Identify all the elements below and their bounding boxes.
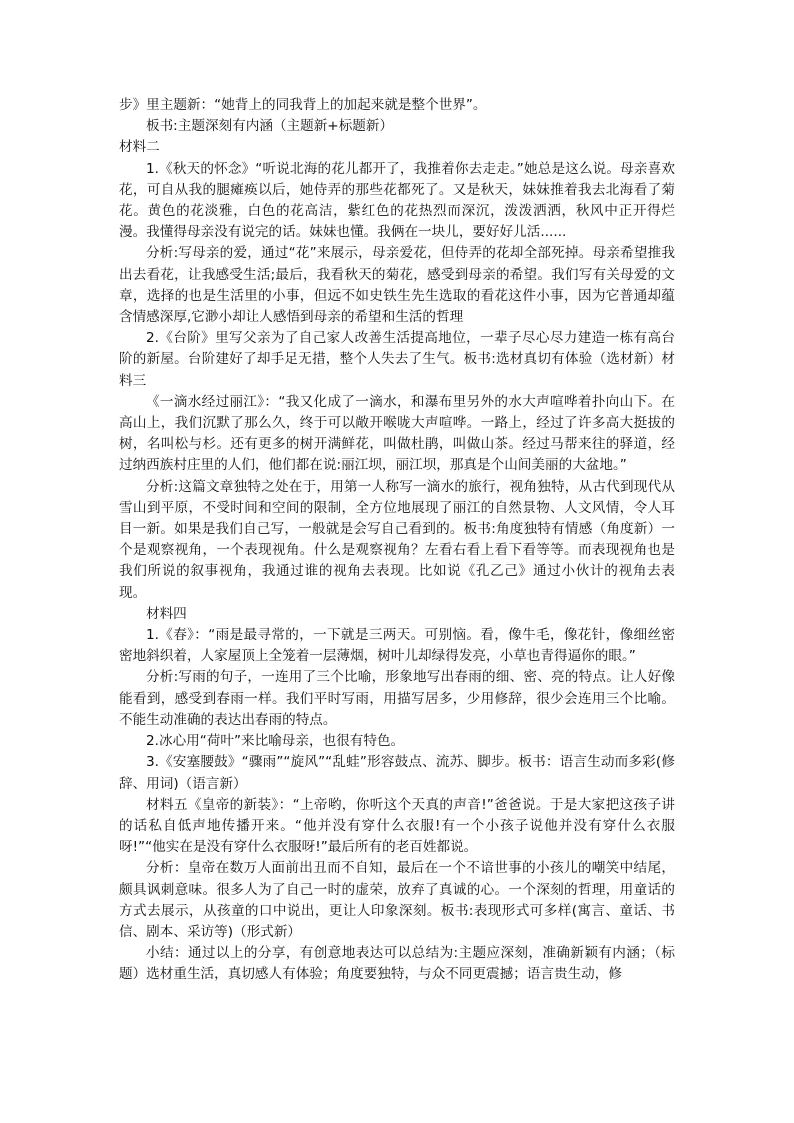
paragraph-summary: 小结：通过以上的分享，有创意地表达可以总结为:主题应深刻，准确新颖有内涵；（标题）选材重生活，真切感人有体验；角度要独特，与众不同更震撼；语言贵生动，修 <box>119 945 675 983</box>
heading-material-2: 材料二 <box>119 139 160 156</box>
paragraph-analysis-perspective: 分析:这篇文章独特之处在于，用第一人称写一滴水的旅行，视角独特，从古代到现代从雪山到平原，不受时间和空间的限制，全方位地展现了丽江的自然景物、人文风情，令人耳目一新。如果是我们自己写，一般就是会写自己看到的。板书:角度独特有情感（角度新）一个是观察视角，一个表现视角。什么是观察视角？左看右看上看下看等等。而表现视角也是我们所说的叙事视角，我通过谁的视角去表现。比如说《孔乙己》通过小伙计的视角去表现。 <box>119 478 675 601</box>
paragraph-blackboard-theme: 板书:主题深刻有内涵（主题新+标题新） <box>146 118 394 135</box>
paragraph-ansai-drum: 3.《安塞腰鼓》“骤雨”“旋风”“乱蛙”形容鼓点、流苏、脚步。板书：语言生动而多彩(修辞、用词)（语言新） <box>119 754 675 792</box>
heading-material-4: 材料四 <box>146 605 187 622</box>
paragraph-autumn-memory: 1.《秋天的怀念》“听说北海的花儿都开了，我推着你去走走。”她总是这么说。母亲喜欢花，可自从我的腿瘫痪以后，她侍弄的那些花都死了。又是秋天，妹妹推着我去北海看了菊花。黄色的花淡雅，白色的花高洁，紫红色的花热烈而深沉，泼泼洒洒，秋风中正开得烂漫。我懂得母亲没有说完的话。妹妹也懂。我俩在一块儿，要好好儿活...... <box>119 160 675 241</box>
paragraph-emperor-clothes: 材料五《皇帝的新装》：“上帝哟，你听这个天真的声音!”爸爸说。于是大家把这孩子讲的话私自低声地传播开来。“他并没有穿什么衣服!有一个小孩子说他并没有穿什么衣服呀!”“他实在是没有穿什么衣服呀!”最后所有的老百姓都说。 <box>119 796 675 856</box>
paragraph-steps: 2.《台阶》里写父亲为了自己家人改善生活提高地位，一辈子尽心尽力建造一栋有高台阶的新屋。台阶建好了却手足无措，整个人失去了生气。板书:选材真切有体验（选材新）材料三 <box>119 330 675 389</box>
paragraph-spring: 1.《春》：“雨是最寻常的，一下就是三两天。可别恼。看，像牛毛，像花针，像细丝密密地斜织着，人家屋顶上全笼着一层薄烟，树叶儿却绿得发亮，小草也青得逼你的眼。” <box>119 627 675 665</box>
paragraph-continuation: 步》里主题新：“她背上的同我背上的加起来就是整个世界”。 <box>119 97 487 113</box>
paragraph-analysis-rain: 分析:写雨的句子，一连用了三个比喻，形象地写出春雨的细、密、亮的特点。让人好像能看到，感受到春雨一样。我们平时写雨，用描写居多，少用修辞，很少会连用三个比喻。不能生动准确的表达出春雨的特点。 <box>119 669 675 728</box>
paragraph-analysis-mother: 分析:写母亲的爱，通过“花”来展示，母亲爱花，但侍弄的花却全部死掉。母亲希望推我出去看花，让我感受生活;最后，我看秋天的菊花，感受到母亲的希望。我们写有关母爱的文章，选择的也是生活里的小事，但远不如史铁生先生选取的看花这件小事，因为它普通却蕴含情感深厚,它渺小却让人感悟到母亲的希望和生活的哲理 <box>119 245 675 326</box>
document-page <box>119 95 675 986</box>
paragraph-analysis-emperor: 分析：皇帝在数万人面前出丑而不自知，最后在一个不谙世事的小孩儿的嘲笑中结尾，颇具讽刺意味。很多人为了自己一时的虚荣，放弃了真诚的心。一个深刻的哲理，用童话的方式去展示，从孩童的口中说出，更让人印象深刻。板书:表现形式可多样(寓言、童话、书信、剧本、采访等)（形式新） <box>119 860 675 940</box>
paragraph-lijiang: 《一滴水经过丽江》：“我又化成了一滴水，和瀑布里另外的水大声喧哗着扑向山下。在高山上，我们沉默了那么久，终于可以敞开喉咙大声喧哗。一路上，经过了许多高大挺拔的树，名叫松与杉。还有更多的树开满鲜花，叫做杜鹃，叫做山茶。经过马帮来往的驿道，经过纳西族村庄里的人们，他们都在说:丽江坝，丽江坝，那真是个山间美丽的大盆地。” <box>119 393 675 474</box>
paragraph-bingxin: 2.冰心用“荷叶”来比喻母亲，也很有特色。 <box>146 733 405 750</box>
